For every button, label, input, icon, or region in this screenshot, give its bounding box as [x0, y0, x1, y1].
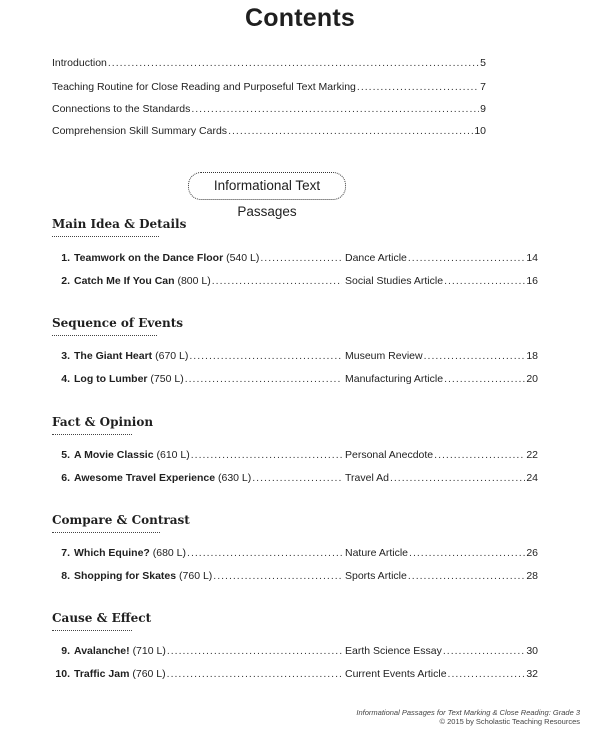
- section-heading-compare-contrast: Compare & Contrast: [52, 513, 190, 527]
- item-number: 7.: [61, 547, 70, 559]
- toc-row[interactable]: [52, 665, 538, 683]
- genre-cell: [345, 347, 538, 365]
- dot-leader: [252, 469, 342, 487]
- dot-leader: [444, 370, 525, 388]
- passage-title-cell: [74, 544, 343, 562]
- genre: Travel Ad: [345, 472, 389, 484]
- passage-title: The Giant Heart: [74, 350, 153, 362]
- lexile-level: (540 L): [226, 252, 260, 264]
- page-footer: [356, 708, 580, 726]
- genre: Personal Anecdote: [345, 449, 434, 461]
- passage-title-cell: [74, 347, 343, 365]
- dot-leader: [189, 347, 342, 365]
- dot-leader: [191, 100, 479, 118]
- page-number: 28: [526, 570, 538, 582]
- page-number: 18: [526, 350, 538, 362]
- toc-row[interactable]: [52, 347, 538, 365]
- lexile-level: (670 L): [155, 350, 189, 362]
- toc-entry-label: Connections to the Standards: [52, 103, 191, 115]
- lexile-level: (750 L): [150, 373, 184, 385]
- toc-entry-skill-cards[interactable]: [52, 122, 486, 140]
- genre-cell: [345, 272, 538, 290]
- dot-leader: [444, 272, 525, 290]
- dot-leader: [185, 370, 342, 388]
- dot-leader: [167, 665, 342, 683]
- dot-leader: [228, 122, 473, 140]
- item-number: 3.: [61, 350, 70, 362]
- passage-title-cell: [74, 272, 343, 290]
- toc-entry-label: Teaching Routine for Close Reading and Purposeful Text Marking: [52, 81, 356, 93]
- passage-title-cell: [74, 642, 343, 660]
- toc-row[interactable]: [52, 642, 538, 660]
- section-heading-sequence: Sequence of Events: [52, 316, 184, 330]
- genre: Sports Article: [345, 570, 407, 582]
- lexile-level: (760 L): [132, 668, 166, 680]
- item-number: 9.: [61, 645, 70, 657]
- toc-entry-label: Introduction: [52, 57, 107, 69]
- passage-title: Which Equine?: [74, 547, 150, 559]
- item-number: 10.: [55, 668, 70, 680]
- dot-leader: [357, 78, 479, 96]
- page-number: 24: [526, 472, 538, 484]
- dot-leader: [408, 567, 525, 585]
- toc-entry-label: Comprehension Skill Summary Cards: [52, 125, 228, 137]
- item-number: 1.: [61, 252, 70, 264]
- genre-cell: [345, 544, 538, 562]
- page-title: Contents: [245, 4, 355, 32]
- passage-title: A Movie Classic: [74, 449, 154, 461]
- dot-leader: [448, 665, 526, 683]
- item-number: 6.: [61, 472, 70, 484]
- toc-entry-introduction[interactable]: [52, 54, 486, 72]
- genre-cell: [345, 642, 538, 660]
- item-number: 2.: [61, 275, 70, 287]
- toc-entry-standards[interactable]: [52, 100, 486, 118]
- passage-title-cell: [74, 446, 343, 464]
- item-number: 8.: [61, 570, 70, 582]
- dot-leader: [443, 642, 525, 660]
- page-number: 30: [526, 645, 538, 657]
- genre: Social Studies Article: [345, 275, 444, 287]
- toc-row[interactable]: [52, 544, 538, 562]
- passage-title: Catch Me If You Can: [74, 275, 175, 287]
- toc-row[interactable]: [52, 272, 538, 290]
- toc-entry-page: 5: [480, 57, 486, 69]
- page-number: 22: [526, 449, 538, 461]
- item-number: 5.: [61, 449, 70, 461]
- dot-leader: [187, 544, 342, 562]
- page-number: 20: [526, 373, 538, 385]
- dot-leader: [409, 544, 525, 562]
- genre: Current Events Article: [345, 668, 447, 680]
- dot-leader: [390, 469, 525, 487]
- dot-leader: [408, 249, 525, 267]
- genre-cell: [345, 249, 538, 267]
- footer-book-title: Informational Passages for Text Marking & Close Reading: Grade 3: [356, 708, 580, 717]
- heading-underline: [52, 335, 157, 336]
- passage-title-cell: [74, 370, 343, 388]
- genre-cell: [345, 665, 538, 683]
- passage-title: Awesome Travel Experience: [74, 472, 216, 484]
- passage-title: Avalanche!: [74, 645, 130, 657]
- genre: Museum Review: [345, 350, 423, 362]
- lexile-level: (800 L): [177, 275, 211, 287]
- passage-title: Log to Lumber: [74, 373, 148, 385]
- toc-entry-teaching-routine[interactable]: [52, 78, 486, 96]
- genre: Dance Article: [345, 252, 407, 264]
- lexile-level: (610 L): [156, 449, 190, 461]
- section-heading-main-idea: Main Idea & Details: [52, 217, 187, 231]
- section-banner: Informational Text Passages: [188, 172, 346, 200]
- passage-title: Traffic Jam: [74, 668, 130, 680]
- dot-leader: [108, 54, 479, 72]
- dot-leader: [167, 642, 342, 660]
- lexile-level: (680 L): [152, 547, 187, 559]
- lexile-level: (630 L): [217, 472, 252, 484]
- dot-leader: [434, 446, 525, 464]
- dot-leader: [260, 249, 342, 267]
- item-number: 4.: [61, 373, 70, 385]
- section-heading-cause-effect: Cause & Effect: [52, 611, 152, 625]
- passage-title: Teamwork on the Dance Floor: [74, 252, 224, 264]
- dot-leader: [212, 272, 342, 290]
- passage-title-cell: [74, 249, 343, 267]
- genre-cell: [345, 446, 538, 464]
- passage-title: Shopping for Skates: [74, 570, 177, 582]
- genre-cell: [345, 469, 538, 487]
- toc-row[interactable]: [52, 446, 538, 464]
- genre: Manufacturing Article: [345, 373, 444, 385]
- passage-title-cell: [74, 665, 343, 683]
- toc-row[interactable]: [52, 249, 538, 267]
- genre-cell: [345, 370, 538, 388]
- dot-leader: [424, 347, 526, 365]
- heading-underline: [52, 236, 159, 237]
- toc-row[interactable]: [52, 370, 538, 388]
- lexile-level: (760 L): [179, 570, 213, 582]
- dot-leader: [213, 567, 342, 585]
- genre-cell: [345, 567, 538, 585]
- heading-underline: [52, 434, 132, 435]
- passage-title-cell: [74, 469, 343, 487]
- heading-underline: [52, 532, 160, 533]
- genre: Earth Science Essay: [345, 645, 442, 657]
- page-number: 32: [526, 668, 538, 680]
- toc-entry-page: 9: [480, 103, 486, 115]
- toc-row[interactable]: [52, 567, 538, 585]
- toc-entry-page: 7: [480, 81, 486, 93]
- section-heading-fact-opinion: Fact & Opinion: [52, 415, 154, 429]
- genre: Nature Article: [345, 547, 409, 559]
- footer-copyright: © 2015 by Scholastic Teaching Resources: [439, 717, 580, 726]
- page-number: 26: [526, 547, 538, 559]
- dot-leader: [191, 446, 342, 464]
- heading-underline: [52, 630, 132, 631]
- passage-title-cell: [74, 567, 343, 585]
- lexile-level: (710 L): [132, 645, 166, 657]
- page-number: 16: [526, 275, 538, 287]
- toc-entry-page: 10: [474, 125, 486, 137]
- toc-row[interactable]: [52, 469, 538, 487]
- page-number: 14: [526, 252, 538, 264]
